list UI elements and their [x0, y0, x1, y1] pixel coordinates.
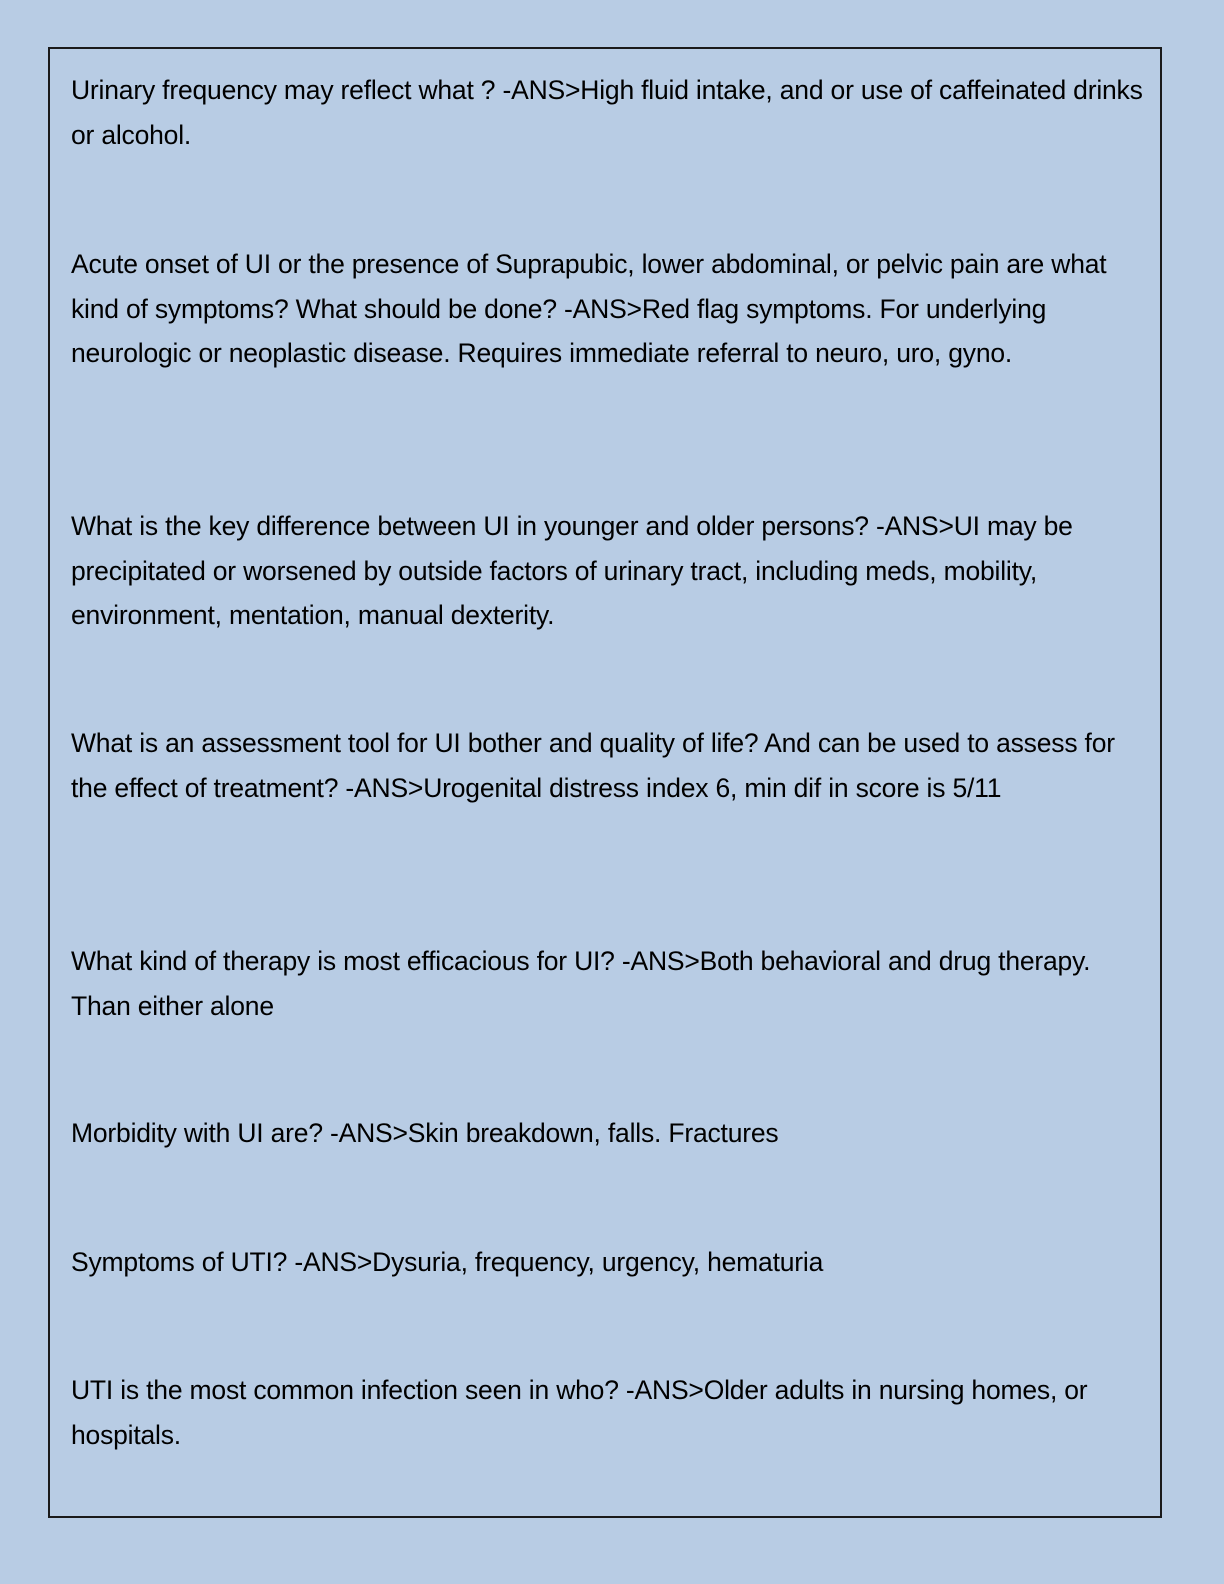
qa-item-7: Symptoms of UTI? -ANS>Dysuria, frequency, urgency, hematuria	[71, 1247, 824, 1277]
qa-item-4: What is an assessment tool for UI bother and quality of life? And can be used to assess for the effect of treatment? -ANS>Urogenital distress index 6, min dif in score is 5/11	[71, 728, 1115, 803]
qa-item-2: Acute onset of UI or the presence of Suprapubic, lower abdominal, or pelvic pain are what kind of symptoms? What should be done? -ANS>Red flag symptoms. For underlying neurologic or neoplastic disease. Requires immediate referral to neuro, uro, gyno.	[71, 249, 1107, 368]
qa-item-8: UTI is the most common infection seen in who? -ANS>Older adults in nursing homes, or hospitals.	[71, 1375, 1088, 1450]
qa-item-1: Urinary frequency may reflect what ? -ANS>High fluid intake, and or use of caffeinated drinks or alcohol.	[71, 75, 1143, 150]
qa-item-6: Morbidity with UI are? -ANS>Skin breakdown, falls. Fractures	[71, 1118, 779, 1148]
qa-item-3: What is the key difference between UI in younger and older persons? -ANS>UI may be precipitated or worsened by outside factors of urinary tract, including meds, mobility, environment, mentation, manual dexterity.	[71, 511, 1073, 630]
qa-item-5: What kind of therapy is most efficacious for UI? -ANS>Both behavioral and drug therapy. Than either alone	[71, 946, 1091, 1021]
